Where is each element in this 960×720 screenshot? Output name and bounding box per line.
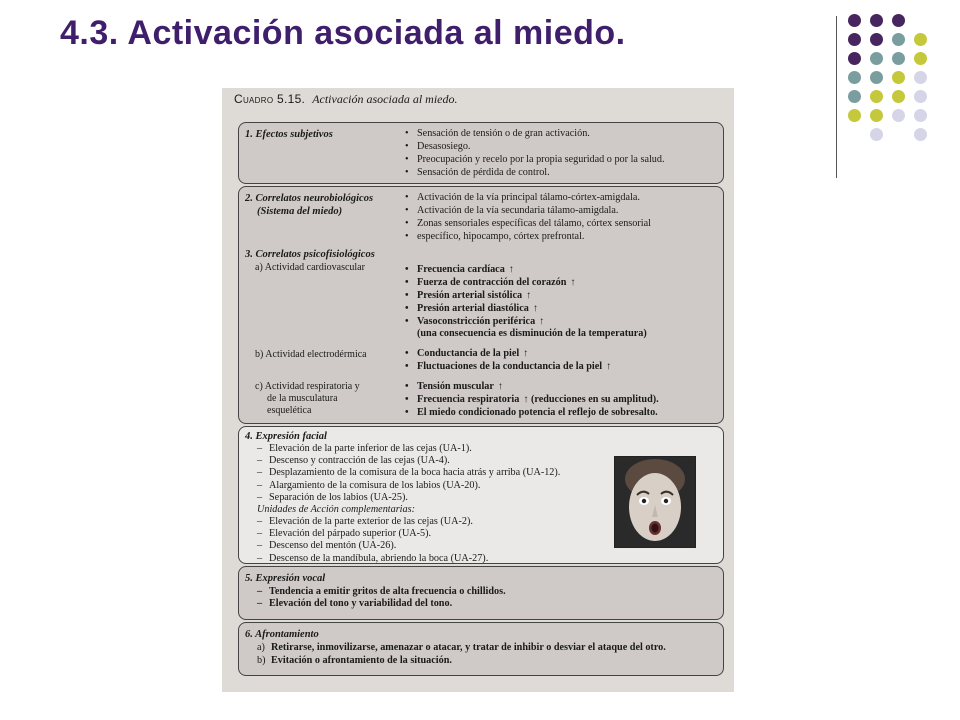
decorative-dot: [870, 14, 883, 27]
decorative-dot: [892, 52, 905, 65]
decorative-dot: [892, 71, 905, 84]
fear-face-photo: [614, 456, 696, 548]
subheading: Unidades de Acción complementarias:: [257, 504, 415, 515]
decorative-dot: [914, 71, 927, 84]
subsection-label: b) Actividad electrodérmica: [255, 349, 367, 360]
list-item: • Presión arterial sistólica ↑: [405, 289, 575, 302]
decorative-dot: [892, 90, 905, 103]
list-item: – Descenso y contracción de las cejas (UA-4).: [257, 455, 560, 467]
list-item: • Sensación de tensión o de gran activación.: [405, 127, 665, 140]
section-heading-2: (Sistema del miedo): [257, 206, 343, 217]
list-item: • Tensión muscular ↑: [405, 380, 659, 393]
complementary-list: [257, 516, 488, 565]
section-coping: [238, 622, 724, 676]
section-heading: 2. Correlatos neurobiológicos: [245, 193, 374, 204]
section-subjective: [238, 122, 724, 184]
subsection-label: c) Actividad respiratoria y: [255, 381, 360, 392]
subsection-label-3: esquelética: [267, 405, 312, 416]
list-item: – Desplazamiento de la comisura de la boca hacia atrás y arriba (UA-12).: [257, 467, 560, 479]
decorative-dot: [870, 128, 883, 141]
list-item: – Elevación del párpado superior (UA-5).: [257, 528, 488, 540]
section-vocal: [238, 566, 724, 620]
respiratory-list: [405, 380, 659, 419]
list-item: • Sensación de pérdida de control.: [405, 166, 665, 179]
decorative-dot: [914, 90, 927, 103]
section-heading: 6. Afrontamiento: [245, 629, 319, 640]
decorative-dot: [848, 90, 861, 103]
subsection-label: a) Actividad cardiovascular: [255, 262, 365, 273]
decorative-dot: [870, 33, 883, 46]
subjective-list: [405, 127, 665, 179]
section-neuro-psycho: [238, 186, 724, 424]
divider-line: [836, 16, 837, 178]
table-caption: [234, 92, 458, 107]
list-item: • Vasoconstricción periférica ↑: [405, 315, 575, 328]
list-item: – Descenso de la mandíbula, abriendo la boca (UA-27).: [257, 553, 488, 565]
coping-list: [257, 642, 666, 667]
list-item: • Frecuencia respiratoria ↑ (reducciones en su amplitud).: [405, 393, 659, 406]
section-heading: 5. Expresión vocal: [245, 573, 326, 584]
section-heading: 4. Expresión facial: [245, 431, 327, 442]
decorative-dot: [870, 52, 883, 65]
caption-number: Cuadro 5.15.: [234, 92, 306, 106]
scanned-table: [222, 88, 734, 692]
list-item: – Alargamiento de la comisura de los labios (UA-20).: [257, 480, 560, 492]
list-item: • Conductancia de la piel ↑: [405, 347, 611, 360]
electrodermal-list: [405, 347, 611, 373]
section-heading: 1. Efectos subjetivos: [245, 129, 333, 140]
cardio-note: (una consecuencia es disminución de la temperatura): [417, 328, 647, 339]
caption-title: Activación asociada al miedo.: [312, 92, 458, 106]
decorative-dot: [848, 33, 861, 46]
decorative-dot: [892, 109, 905, 122]
cardio-list: [405, 263, 575, 328]
list-item: • Activación de la vía secundaria tálamo-amigdala.: [405, 204, 651, 217]
decorative-dot: [892, 14, 905, 27]
decorative-dot: [914, 33, 927, 46]
decorative-dot: [914, 128, 927, 141]
list-item: • específico, hipocampo, córtex prefrontal.: [405, 230, 651, 243]
list-item: a) Retirarse, inmovilizarse, amenazar o atacar, y tratar de inhibir o desviar el ataque del otro.: [257, 642, 666, 653]
decorative-dot: [870, 90, 883, 103]
list-item: – Elevación del tono y variabilidad del tono.: [257, 598, 506, 610]
decorative-dot: [848, 71, 861, 84]
list-item: • Preocupación y recelo por la propia seguridad o por la salud.: [405, 153, 665, 166]
slide-title: 4.3. Activación asociada al miedo.: [60, 14, 626, 52]
decorative-dot: [870, 109, 883, 122]
list-item: • Activación de la vía principal tálamo-córtex-amigdala.: [405, 191, 651, 204]
decorative-dot: [848, 14, 861, 27]
list-item: • El miedo condicionado potencia el reflejo de sobresalto.: [405, 406, 659, 419]
decorative-dot: [870, 71, 883, 84]
list-item: • Fluctuaciones de la conductancia de la piel ↑: [405, 360, 611, 373]
vocal-list: [257, 586, 506, 610]
facial-list: [257, 443, 560, 504]
decorative-dots: [848, 14, 948, 164]
list-item: – Descenso del mentón (UA-26).: [257, 540, 488, 552]
decorative-dot: [848, 52, 861, 65]
list-item: – Separación de los labios (UA-25).: [257, 492, 560, 504]
decorative-dot: [914, 52, 927, 65]
list-item: • Desasosiego.: [405, 140, 665, 153]
list-item: • Presión arterial diastólica ↑: [405, 302, 575, 315]
decorative-dot: [914, 109, 927, 122]
decorative-dot: [848, 109, 861, 122]
list-item: – Elevación de la parte exterior de las cejas (UA-2).: [257, 516, 488, 528]
list-item: • Fuerza de contracción del corazón ↑: [405, 276, 575, 289]
neuro-list: [405, 191, 651, 243]
list-item: b) Evitación o afrontamiento de la situación.: [257, 654, 452, 666]
subsection-label-2: de la musculatura: [267, 393, 338, 404]
list-item: • Zonas sensoriales específicas del tálamo, córtex sensorial: [405, 217, 651, 230]
decorative-dot: [892, 33, 905, 46]
list-item: – Elevación de la parte inferior de las cejas (UA-1).: [257, 443, 560, 455]
list-item: • Frecuencia cardíaca ↑: [405, 263, 575, 276]
list-item: – Tendencia a emitir gritos de alta frecuencia o chillidos.: [257, 586, 506, 598]
section-heading: 3. Correlatos psicofisiológicos: [245, 249, 375, 260]
